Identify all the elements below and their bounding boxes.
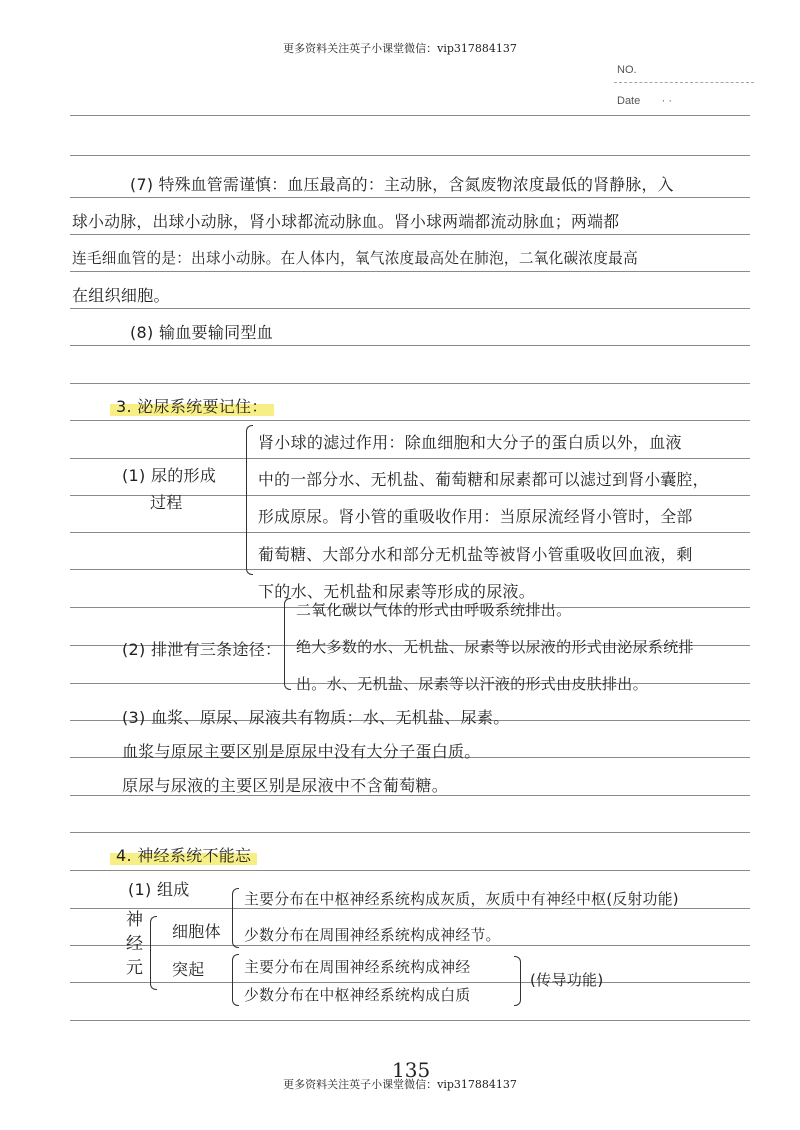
ruled-line bbox=[70, 155, 750, 156]
neuron-char-3: 元 bbox=[126, 958, 144, 978]
cell-body-line-1: 主要分布在中枢神经系统构成灰质，灰质中有神经中枢(反射功能) bbox=[244, 891, 679, 908]
formation-line-5: 下的水、无机盐和尿素等形成的尿液。 bbox=[258, 582, 536, 601]
ruled-line bbox=[70, 832, 750, 833]
watermark-top: 更多资料关注英子小课堂微信：vip317884137 bbox=[283, 42, 517, 55]
excretion-line-1: 二氧化碳以气体的形式由呼吸系统排出。 bbox=[296, 601, 572, 619]
neuron-brace bbox=[150, 916, 157, 990]
ruled-line bbox=[70, 308, 750, 309]
ruled-line bbox=[70, 420, 750, 421]
process-label: 突起 bbox=[172, 960, 205, 979]
p7-line-4: 在组织细胞。 bbox=[72, 286, 170, 305]
ruled-line bbox=[70, 115, 750, 116]
header-date-label: Date · · bbox=[617, 95, 673, 107]
formation-label-1: (1) 尿的形成 bbox=[122, 466, 217, 485]
formation-line-4: 葡萄糖、大部分水和部分无机盐等被肾小管重吸收回血液，剩 bbox=[258, 545, 693, 564]
ruled-line bbox=[70, 1020, 750, 1021]
excretion-line-3: 出。水、无机盐、尿素等以汗液的形式由皮肤排出。 bbox=[296, 675, 648, 693]
ruled-line bbox=[70, 870, 750, 871]
cell-body-label: 细胞体 bbox=[172, 922, 221, 941]
formation-label-2: 过程 bbox=[150, 493, 183, 512]
p7-line-3: 连毛细血管的是：出球小动脉。在人体内，氧气浓度最高处在肺泡，二氧化碳浓度最高 bbox=[72, 250, 638, 267]
formation-line-1: 肾小球的滤过作用：除血细胞和大分子的蛋白质以外，血液 bbox=[258, 433, 682, 452]
process-brace bbox=[232, 954, 239, 1006]
header-no-line bbox=[614, 82, 754, 83]
process-function: (传导功能) bbox=[530, 971, 604, 989]
process-right-brace bbox=[514, 956, 521, 1006]
neuron-char-1: 神 bbox=[126, 910, 144, 930]
excretion-brace bbox=[284, 598, 291, 690]
neuron-char-2: 经 bbox=[126, 934, 144, 954]
process-line-2: 少数分布在中枢神经系统构成白质 bbox=[244, 987, 471, 1004]
ruled-line bbox=[70, 197, 750, 198]
p3-line-2: 血浆与原尿主要区别是原尿中没有大分子蛋白质。 bbox=[122, 742, 481, 761]
excretion-label: (2) 排泄有三条途径： bbox=[122, 640, 282, 659]
p7-line-1: (7) 特殊血管需谨慎：血压最高的：主动脉，含氮废物浓度最低的肾静脉，入 bbox=[130, 175, 674, 194]
excretion-line-2: 绝大多数的水、无机盐、尿素等以尿液的形式由泌尿系统排 bbox=[296, 638, 694, 656]
formation-brace bbox=[246, 425, 253, 575]
ruled-line bbox=[70, 271, 750, 272]
section4-heading: 4. 神经系统不能忘 bbox=[110, 846, 257, 866]
formation-line-3: 形成原尿。肾小管的重吸收作用：当原尿流经肾小管时，全部 bbox=[258, 507, 693, 526]
ruled-line bbox=[70, 458, 750, 459]
header-date-dots: · · bbox=[661, 95, 673, 107]
header-no-label: NO. bbox=[617, 64, 637, 76]
cell-body-line-2: 少数分布在周围神经系统构成神经节。 bbox=[244, 927, 501, 944]
p3-line-3: 原尿与尿液的主要区别是尿液中不含葡萄糖。 bbox=[122, 776, 449, 795]
process-line-1: 主要分布在周围神经系统构成神经 bbox=[244, 959, 471, 976]
p8-text: (8) 输血要输同型血 bbox=[130, 323, 274, 342]
watermark-bottom: 更多资料关注英子小课堂微信：vip317884137 bbox=[283, 1078, 517, 1091]
formation-line-2: 中的一部分水、无机盐、葡萄糖和尿素都可以滤过到肾小囊腔， bbox=[258, 470, 709, 489]
ruled-line bbox=[70, 345, 750, 346]
page-number: 135 bbox=[392, 1058, 431, 1082]
ruled-line bbox=[70, 982, 750, 983]
ruled-line bbox=[70, 532, 750, 533]
composition-label: (1) 组成 bbox=[128, 880, 190, 899]
ruled-line bbox=[70, 234, 750, 235]
p3-line-1: (3) 血浆、原尿、尿液共有物质：水、无机盐、尿素。 bbox=[122, 708, 510, 727]
ruled-line bbox=[70, 383, 750, 384]
section3-heading: 3. 泌尿系统要记住： bbox=[110, 397, 274, 417]
p7-line-2: 球小动脉，出球小动脉，肾小球都流动脉血。肾小球两端都流动脉血；两端都 bbox=[72, 212, 620, 231]
cell-body-brace bbox=[232, 888, 239, 948]
ruled-line bbox=[70, 569, 750, 570]
